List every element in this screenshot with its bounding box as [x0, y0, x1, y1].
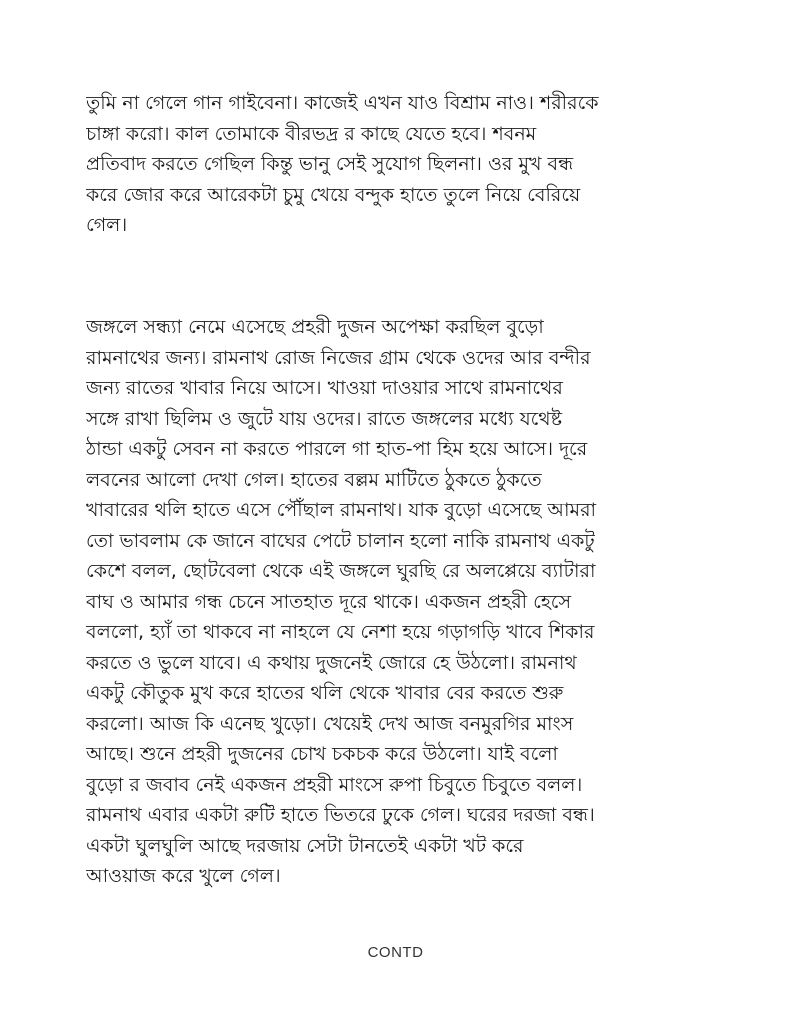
- text-line: খাবারের থলি হাতে এসে পৌঁছাল রামনাথ। যাক বুড়ো এসেছে আমরা: [86, 499, 597, 521]
- text-line: চাঙ্গা করো। কাল তোমাকে বীরভদ্র র কাছে যেতে হবে। শবনম: [86, 122, 537, 145]
- paragraph-2: [86, 312, 726, 892]
- text-line: বাঘ ও আমার গন্ধ চেনে সাতহাত দূরে থাকে। একজন প্রহরী হেসে: [86, 590, 571, 613]
- text-line: রামনাথের জন্য। রামনাথ রোজ নিজের গ্রাম থেকে ওদের আর বন্দীর: [86, 346, 591, 369]
- text-line: জন্য রাতের খাবার নিয়ে আসে। খাওয়া দাওয়ার সাথে রামনাথের: [86, 377, 563, 399]
- text-line: লবনের আলো দেখা গেল। হাতের বল্লম মাটিতে ঠুকতে ঠুকতে: [86, 468, 542, 491]
- text-line: একটা ঘুলঘুলি আছে দরজায় সেটা টানতেই একটা খট করে: [86, 834, 524, 857]
- text-line: জঙ্গলে সন্ধ্যা নেমে এসেছে প্রহরী দুজন অপেক্ষা করছিল বুড়ো: [86, 316, 544, 338]
- paragraph-1: [86, 88, 726, 241]
- text-line: আওয়াজ করে খুলে গেল।: [86, 865, 281, 887]
- text-line: কেশে বলল, ছোটবেলা থেকে এই জঙ্গলে ঘুরছি রে অলপ্পেয়ে ব্যাটারা: [86, 560, 596, 582]
- text-line: আছে। শুনে প্রহরী দুজনের চোখ চকচক করে উঠলো। যাই বলো: [86, 743, 558, 765]
- text-line: বললো, হ্যাঁ তা থাকবে না নাহলে যে নেশা হয়ে গড়াগড়ি খাবে শিকার: [86, 621, 595, 643]
- text-line: করে জোর করে আরেকটা চুমু খেয়ে বন্দুক হাতে তুলে নিয়ে বেরিয়ে: [86, 183, 581, 206]
- text-line: তো ভাবলাম কে জানে বাঘের পেটে চালান হলো নাকি রামনাথ একটু: [86, 529, 595, 552]
- text-line: ঠান্ডা একটু সেবন না করতে পারলে গা হাত-পা হিম হয়ে আসে। দূরে: [86, 438, 588, 460]
- text-line: গেল।: [86, 214, 128, 236]
- text-line: তুমি না গেলে গান গাইবেনা। কাজেই এখন যাও বিশ্রাম নাও। শরীরকে: [86, 92, 599, 114]
- text-line: প্রতিবাদ করতে গেছিল কিন্তু ভানু সেই সুযোগ ছিলনা। ওর মুখ বন্ধ: [86, 153, 574, 175]
- text-line: রামনাথ এবার একটা রুটি হাতে ভিতরে ঢুকে গেল। ঘরের দরজা বন্ধ।: [86, 804, 595, 826]
- text-line: সঙ্গে রাখা ছিলিম ও জুটে যায় ওদের। রাতে জঙ্গলের মধ্যে যথেষ্ট: [86, 407, 562, 430]
- text-line: করতে ও ভুলে যাবে। এ কথায় দুজনেই জোরে হে উঠলো। রামনাথ: [86, 651, 577, 674]
- text-line: একটু কৌতুক মুখ করে হাতের থলি থেকে খাবার বের করতে শুরু: [86, 682, 564, 704]
- continued-footer: CONTD: [367, 944, 424, 961]
- text-line: বুড়ো র জবাব নেই একজন প্রহরী মাংসে রুপা চিবুতে চিবুতে বলল।: [86, 773, 583, 796]
- text-line: করলো। আজ কি এনেছ খুড়ো। খেয়েই দেখ আজ বনমুরগির মাংস: [86, 712, 574, 735]
